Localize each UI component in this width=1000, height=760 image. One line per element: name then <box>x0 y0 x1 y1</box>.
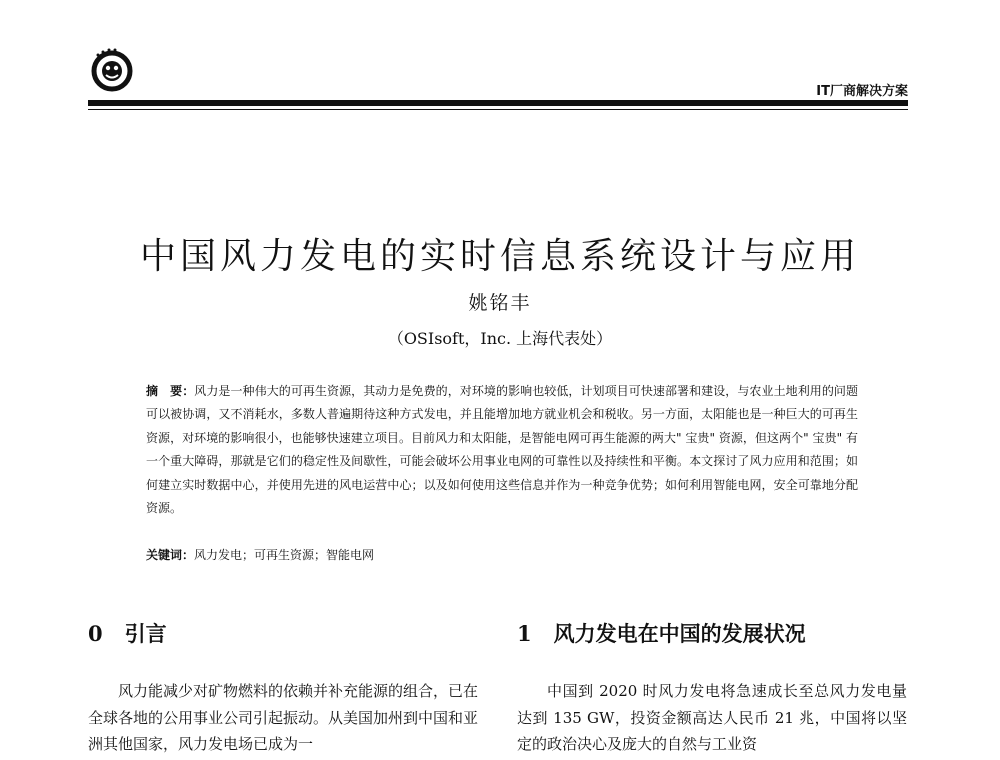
header-rule-thick <box>88 100 908 106</box>
paragraph: 中国到 2020 时风力发电将急速成长至总风力发电量达到 135 GW，投资金额高达人民币 21 兆，中国将以坚定的政治决心及庞大的自然与工业资 <box>517 682 907 753</box>
article-title: 中国风力发电的实时信息系统设计与应用 <box>139 236 860 278</box>
section-heading-wind-power-status <box>517 618 806 648</box>
keywords <box>146 544 858 567</box>
section-number: 1 <box>517 621 532 646</box>
right-column <box>517 678 907 758</box>
section-title: 风力发电在中国的发展状况 <box>553 621 806 646</box>
abstract <box>146 380 858 520</box>
abstract-text: 风力是一种伟大的可再生资源，其动力是免费的，对环境的影响也较低，计划项目可快速部署和建设，与农业土地利用的问题可以被协调，又不消耗水，多数人普遍期待这种方式发电，并且能增加地方就业机会和税收。另一方面，太阳能也是一种巨大的可再生资源，对环境的影响很小，也能够快速建立项目。目前风力和太阳能，是智能电网可再生能源的两大" 宝贵" 资源，但这两个" 宝贵" 有一个重大障碍，那就是它们的稳定性及间歇性，可能会破坏公用事业电网的可靠性以及持续性和平衡。本文探讨了风力应用和范围；如何建立实时数据中心，并使用先进的风电运营中心；以及如何使用这些信息并作为一种竞争优势；如何利用智能电网，安全可靠地分配资源。 <box>146 384 858 516</box>
header-rule-thin <box>88 109 908 110</box>
abstract-label: 摘 要： <box>146 384 195 398</box>
left-column <box>88 678 478 758</box>
section-title: 引言 <box>124 621 167 646</box>
running-header: IT厂商解决方案 <box>816 84 908 99</box>
journal-logo-icon <box>88 46 136 94</box>
paragraph: 风力能减少对矿物燃料的依赖并补充能源的组合，已在全球各地的公用事业公司引起振动。从美国加州到中国和亚洲其他国家，风力发电场已成为一 <box>88 682 479 753</box>
section-number: 0 <box>88 621 103 646</box>
author-name: 姚铭丰 <box>468 292 532 314</box>
keywords-label: 关键词： <box>146 548 195 562</box>
section-heading-introduction <box>88 618 167 648</box>
author-affiliation: （OSIsoft，Inc. 上海代表处） <box>387 329 613 348</box>
keywords-text: 风力发电；可再生资源；智能电网 <box>194 548 375 562</box>
